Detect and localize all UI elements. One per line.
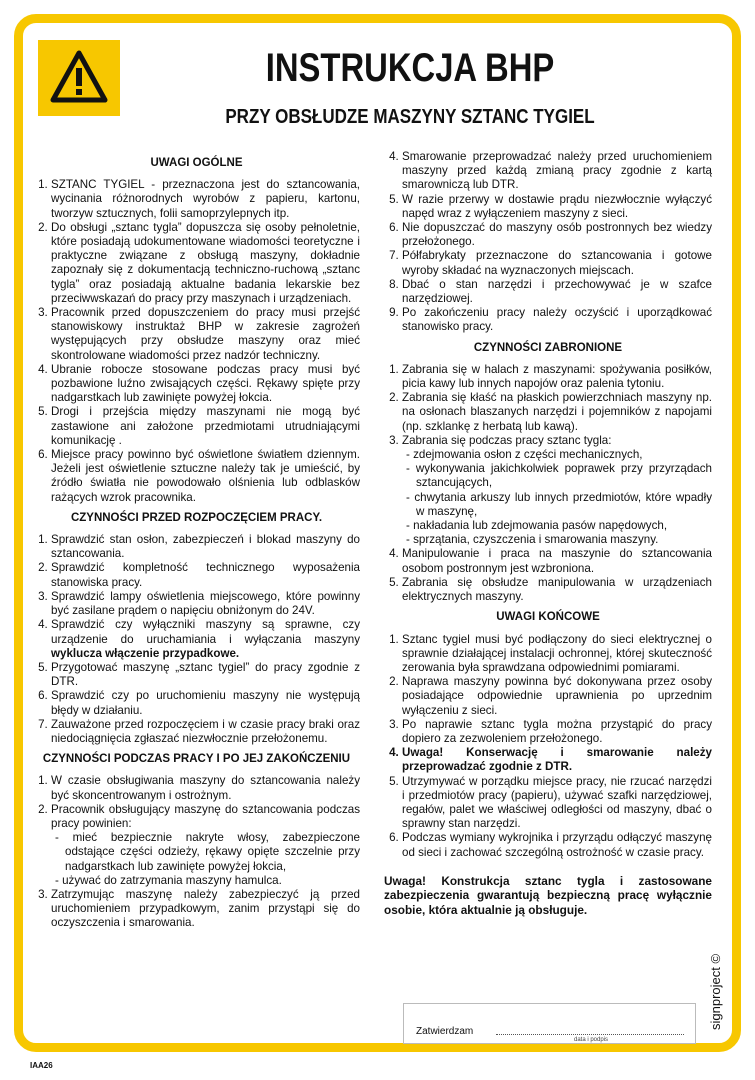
list-item: 5. Drogi i przejścia między maszynami nie mogą być zastawione ani założone przedmiotami utrudniającymi komunikację .: [51, 405, 360, 448]
list-item: 1. Sztanc tygiel musi być podłączony do sieci elektrycznej o sprawnie działającej instalacji ochronnej, której skuteczność zerowania była sprawdzana odpowiednimi pomiarami.: [402, 633, 712, 676]
sub-list-item: - sprzątania, czyszczenia i smarowania maszyny.: [406, 533, 712, 547]
sub-list: [402, 448, 712, 547]
list-item: 7. Półfabrykaty przeznaczone do sztancowania i gotowe wyroby składać na wyznaczonych miejscach.: [402, 249, 712, 277]
right-column: [384, 150, 712, 918]
list-item: 4. Ubranie robocze stosowane podczas pracy musi być pozbawione luźno zwisających części. Rękawy spięte przy nadgarstkach lub zawinięte powyżej łokcia.: [51, 363, 360, 406]
brand-label: signproject ©: [708, 953, 723, 1030]
list-item: 5. Przygotować maszynę „sztanc tygiel” do pracy zgodnie z DTR.: [51, 661, 360, 689]
during-work-list-continued: [384, 150, 712, 335]
list-item: 1. W czasie obsługiwania maszyny do sztancowania należy być skoncentrowanym i ostrożnym.: [51, 774, 360, 802]
list-item: 5. W razie przerwy w dostawie prądu niezwłocznie wyłączyć napęd wraz z wyłączeniem maszyny z sieci.: [402, 193, 712, 221]
list-item: 3. Zatrzymując maszynę należy zabezpieczyć ją przed uruchomieniem przypadkowym, zanim przystąpi się do oczyszczenia i smarowania.: [51, 888, 360, 931]
section-heading: CZYNNOŚCI PODCZAS PRACY I PO JEJ ZAKOŃCZENIU: [42, 753, 351, 766]
sub-list-item: - wykonywania jakichkolwiek poprawek przy przyrządach sztancujących,: [406, 462, 712, 490]
list-item: 5. Utrzymywać w porządku miejsce pracy, nie rzucać narzędzi i przedmiotów pracy (papieru), używać szafki narzędziowej, regałów, palet we właściwej odległości od maszyny, dbać o sprawny stan narzędzi.: [402, 775, 712, 832]
before-work-list: [33, 533, 360, 746]
during-work-list: [33, 774, 360, 930]
signature-hint: data i podpis: [574, 1037, 609, 1043]
list-item: 5. Zabrania się obsłudze manipulowania w urządzeniach elektrycznych maszyny.: [402, 576, 712, 604]
product-code: IAA26: [30, 1061, 53, 1070]
item-text: Pracownik obsługujący maszynę do sztancowania podczas pracy powinien:: [51, 802, 360, 830]
list-item: 8. Dbać o stan narzędzi i przechowywać je w szafce narzędziowej.: [402, 278, 712, 306]
list-item: [51, 618, 360, 661]
sub-list-item: - używać do zatrzymania maszyny hamulca.: [55, 874, 360, 888]
item-emphasis: wyklucza włączenie przypadkowe.: [51, 646, 240, 660]
list-item: 2. Sprawdzić kompletność technicznego wyposażenia stanowiska pracy.: [51, 561, 360, 589]
general-notes-list: [33, 178, 360, 505]
warning-triangle-icon: [49, 49, 109, 105]
sub-list: [51, 831, 360, 888]
signature-box[interactable]: [403, 1003, 696, 1044]
page-title: INSTRUKCJA BHP: [265, 46, 555, 90]
list-item: [51, 803, 360, 888]
list-item: 9. Po zakończeniu pracy należy oczyścić i uporządkować stanowisko pracy.: [402, 306, 712, 334]
item-text: Zabrania się podczas pracy sztanc tygla:: [402, 433, 612, 447]
list-item: 1. SZTANC TYGIEL - przeznaczona jest do sztancowania, wycinania różnorodnych wyrobów z papieru, kartonu, tworzyw sztucznych, folii samoprzylepnych itp.: [51, 178, 360, 221]
list-item: 6. Miejsce pracy powinno być oświetlone światłem dziennym. Jeżeli jest oświetlenie sztuczne należy tak je umieścić, by źródło światła nie powodowało olśnienia lub odblasków rażących wzrok pracownika.: [51, 448, 360, 505]
sub-list-item: - nakładania lub zdejmowania pasów napędowych,: [406, 519, 712, 533]
list-item: 6. Nie dopuszczać do maszyny osób postronnych bez wiedzy przełożonego.: [402, 221, 712, 249]
list-item: 4. Uwaga! Konserwację i smarowanie należy przeprowadzać zgodnie z DTR.: [402, 746, 712, 774]
list-item: 6. Sprawdzić czy po uruchomieniu maszyny nie występują błędy w działaniu.: [51, 689, 360, 717]
list-item: 2. Do obsługi „sztanc tygla” dopuszcza się osoby pełnoletnie, które posiadają udokumentowane wiadomości teoretyczne i praktyczne związane z obsługą maszyny, dokładnie zapoznały się z dokumentacją techniczno-ruchową „sztanc tygla” oraz posiadają aktualne badania lekarskie bez przeciwwskazań do pracy przy maszynach i urządzeniach.: [51, 221, 360, 306]
signature-line: [496, 1034, 684, 1035]
list-item: 7. Zauważone przed rozpoczęciem i w czasie pracy braki oraz niedociągnięcia zgłaszać niezwłocznie przełożonemu.: [51, 718, 360, 746]
final-warning: Uwaga! Konstrukcja sztanc tygla i zastosowane zabezpieczenia gwarantują bezpieczną pracę wyłącznie osobie, która aktualnie ją obsługuje.: [384, 873, 712, 917]
list-item: 3. Po naprawie sztanc tygla można przystąpić do pracy dopiero za zezwoleniem przełożonego.: [402, 718, 712, 746]
section-heading: UWAGI KOŃCOWE: [496, 611, 600, 624]
sub-list-item: - mieć bezpiecznie nakryte włosy, zabezpieczone odstające części odzieży, rękawy opięte szczelnie przy nadgarstkach lub zawinięte powyżej łokcia,: [55, 831, 360, 874]
list-item: 2. Naprawa maszyny powinna być dokonywana przez osoby posiadające odpowiednie uprawnienia po uprzednim wyłączeniu z sieci.: [402, 675, 712, 718]
list-item: 3. Pracownik przed dopuszczeniem do pracy musi przejść stanowiskowy instruktaż BHP w zakresie zagrożeń występujących przy obsłudze maszyny oraz mieć skontrolowane wiadomości przez nadzór techniczny.: [51, 306, 360, 363]
section-heading: UWAGI OGÓLNE: [150, 157, 243, 169]
sub-list-item: - chwytania arkuszy lub innych przedmiotów, które wpadły w maszynę,: [406, 491, 712, 519]
section-heading: CZYNNOŚCI PRZED ROZPOCZĘCIEM PRACY.: [70, 511, 323, 524]
list-item: 4. Manipulowanie i praca na maszynie do sztancowania osobom postronnym jest wzbroniona.: [402, 547, 712, 575]
section-heading: CZYNNOŚCI ZABRONIONE: [473, 341, 623, 354]
list-item: 2. Zabrania się kłaść na płaskich powierzchniach maszyny np. na osłonach blaszanych narzędzi i pojemników z napojami (np. szklankę z herbatą lub kawą).: [402, 391, 712, 434]
warning-badge: [38, 40, 120, 116]
list-item: 1. Sprawdzić stan osłon, zabezpieczeń i blokad maszyny do sztancowania.: [51, 533, 360, 561]
sub-list-item: - zdejmowania osłon z części mechanicznych,: [406, 448, 712, 462]
item-text: Sprawdzić czy wyłączniki maszyny są sprawne, czy urządzenie do uruchamiania i wyłączania maszyny: [51, 618, 360, 646]
page-subtitle: PRZY OBSŁUDZE MASZYNY SZTANC TYGIEL: [225, 106, 595, 128]
list-item: 6. Podczas wymiany wykrojnika i przyrządu odłączyć maszynę od sieci i zachować szczególną ostrożność w czasie pracy.: [402, 831, 712, 859]
final-notes-list: [384, 633, 712, 860]
list-item: [402, 434, 712, 548]
list-item: 1. Zabrania się w halach z maszynami: spożywania posiłków, picia kawy lub innych napojów oraz palenia tytoniu.: [402, 363, 712, 391]
signature-label: Zatwierdzam: [416, 1026, 474, 1037]
list-item: 4. Smarowanie przeprowadzać należy przed uruchomieniem maszyny przed każdą zmianą pracy zgodnie z kartą smarowniczą lub DTR.: [402, 150, 712, 193]
list-item: 3. Sprawdzić lampy oświetlenia miejscowego, które powinny być zasilane prądem o napięciu obniżonym do 24V.: [51, 590, 360, 618]
left-column: [33, 150, 360, 931]
forbidden-list: [384, 363, 712, 604]
